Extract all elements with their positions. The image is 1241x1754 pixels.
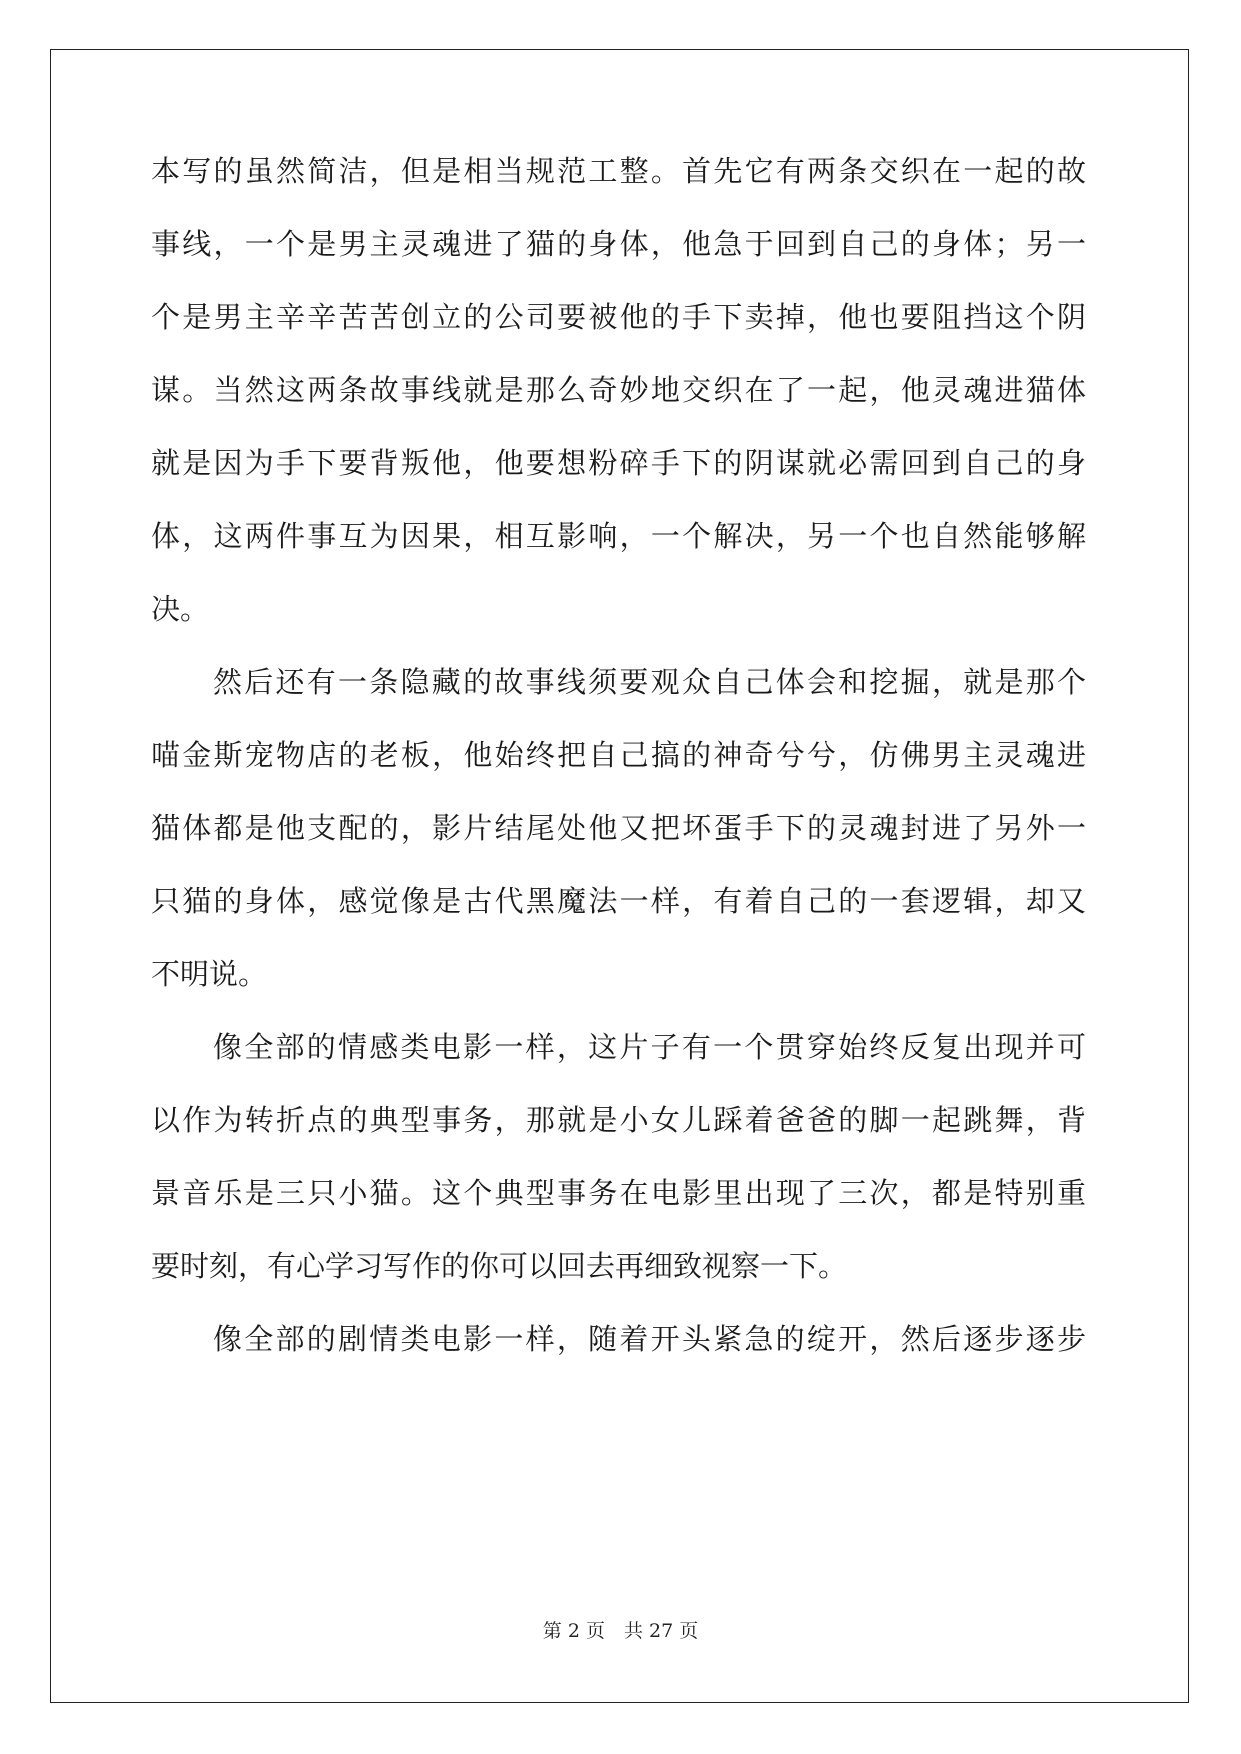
text-line: 要时刻，有心学习写作的你可以回去再细致视察一下。: [151, 1249, 848, 1283]
text-line: 然后还有一条隐藏的故事线须要观众自己体会和挖掘，就是那个: [213, 665, 1086, 699]
text-line: 不明说。: [151, 957, 268, 991]
page-footer: [0, 1616, 1241, 1643]
text-line: 事线，一个是男主灵魂进了猫的身体，他急于回到自己的身体；另一: [151, 227, 1086, 261]
text-line: 像全部的剧情类电影一样，随着开头紧急的绽开，然后逐步逐步: [213, 1322, 1086, 1356]
text-line: 本写的虽然简洁，但是相当规范工整。首先它有两条交织在一起的故: [151, 154, 1086, 188]
text-line: 谋。当然这两条故事线就是那么奇妙地交织在了一起，他灵魂进猫体: [151, 373, 1086, 407]
text-line: 猫体都是他支配的，影片结尾处他又把坏蛋手下的灵魂封进了另外一: [151, 811, 1086, 845]
text-line: 就是因为手下要背叛他，他要想粉碎手下的阴谋就必需回到自己的身: [151, 446, 1086, 480]
text-line: 只猫的身体，感觉像是古代黑魔法一样，有着自己的一套逻辑，却又: [151, 884, 1086, 918]
text-line: 决。: [151, 592, 210, 626]
page-number-label: 第 2 页 共 27 页: [542, 1620, 699, 1642]
text-line: 景音乐是三只小猫。这个典型事务在电影里出现了三次，都是特别重: [151, 1176, 1086, 1210]
text-line: 体，这两件事互为因果，相互影响，一个解决，另一个也自然能够解: [151, 519, 1086, 553]
text-line: 像全部的情感类电影一样，这片子有一个贯穿始终反复出现并可: [213, 1030, 1086, 1064]
text-line: 以作为转折点的典型事务，那就是小女儿踩着爸爸的脚一起跳舞，背: [151, 1103, 1086, 1137]
text-line: 个是男主辛辛苦苦创立的公司要被他的手下卖掉，他也要阻挡这个阴: [151, 300, 1086, 334]
text-line: 喵金斯宠物店的老板，他始终把自己搞的神奇兮兮，仿佛男主灵魂进: [151, 738, 1086, 772]
